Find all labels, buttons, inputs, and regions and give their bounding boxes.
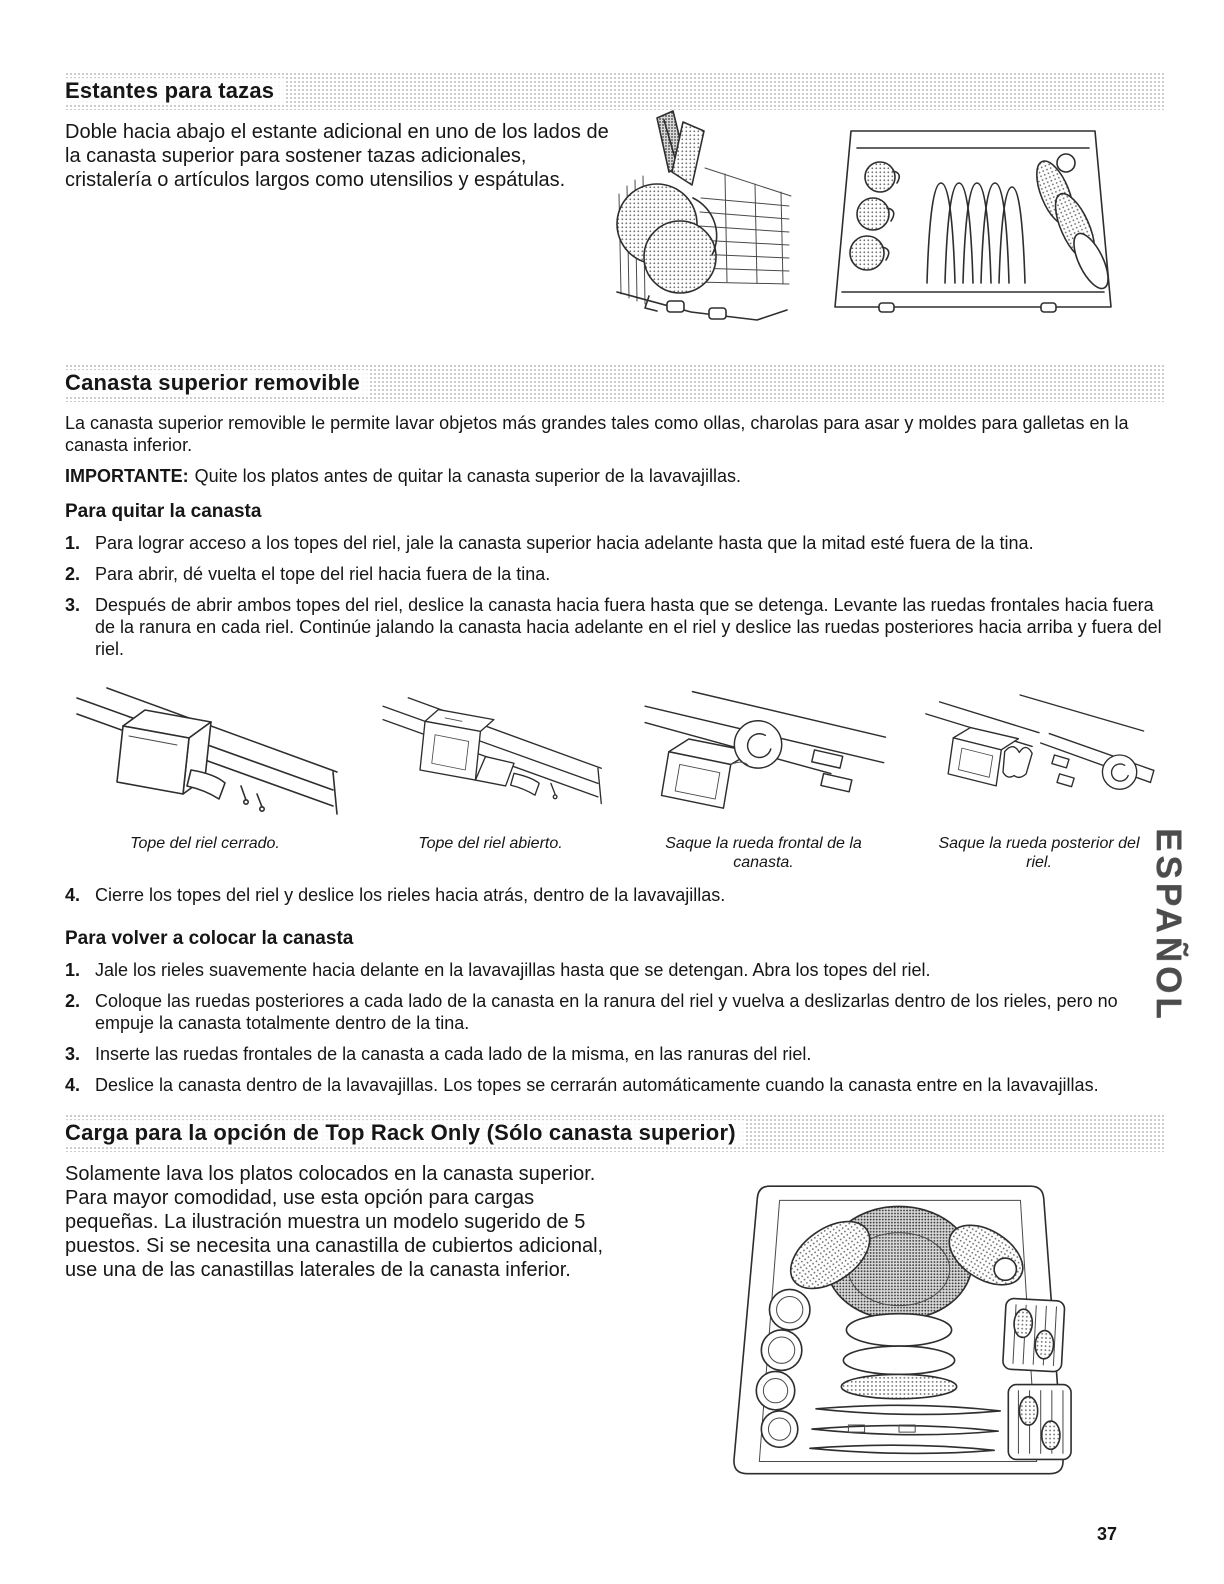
front-wheel-removal-illustration	[636, 674, 891, 824]
important-label: IMPORTANTE:	[65, 466, 189, 486]
section-title-top-rack-only	[65, 1114, 1165, 1152]
section-title-removable-rack	[65, 364, 1165, 402]
section-title-cup-shelf	[65, 72, 1165, 110]
figure-rail-stop-open	[373, 674, 608, 872]
step-number: 3.	[65, 1044, 81, 1064]
subheading-remove-rack: Para quitar la canasta	[65, 501, 262, 522]
step-item	[65, 1074, 1165, 1096]
page-content	[65, 72, 1165, 1522]
figure-caption: Saque la rueda frontal de la canasta.	[665, 835, 862, 871]
figure-rail-stop-closed	[65, 674, 345, 872]
cup-shelf-row	[65, 120, 1165, 364]
subheading-replace-rack: Para volver a colocar la canasta	[65, 928, 354, 949]
figure-rack-side-with-utensils-illustration	[605, 106, 795, 336]
step-number: 1.	[65, 533, 81, 553]
top-rack-only-paragraph: Solamente lava los platos colocados en la canasta superior. Para mayor comodidad, use esta opción para cargas pequeñas. La ilustración muestra un modelo sugerido de 5 puestos. Si se necesita una canastilla de cubiertos adicional, use una de las canastillas laterales de la canasta inferior.	[65, 1163, 604, 1281]
figure-caption: Tope del riel abierto.	[418, 835, 563, 852]
step-text: Cierre los topes del riel y deslice los rieles hacia atrás, dentro de la lavavajillas.	[95, 885, 726, 905]
step-text: Jale los rieles suavemente hacia delante en la lavavajillas hasta que se detengan. Abra los topes del riel.	[95, 960, 931, 980]
remove-final-step	[65, 884, 1165, 906]
step-number: 2.	[65, 991, 81, 1011]
step-number: 1.	[65, 960, 81, 980]
figure-caption: Saque la rueda posterior del riel.	[938, 835, 1140, 871]
rail-figures-row	[65, 674, 1165, 872]
step-number: 3.	[65, 595, 81, 615]
rail-stop-open-illustration	[373, 674, 608, 824]
figure-rear-wheel-removal	[919, 674, 1159, 872]
figure-top-rack-loading-illustration	[695, 1170, 1103, 1504]
step-number: 4.	[65, 885, 81, 905]
step-item	[65, 532, 1165, 554]
step-item	[65, 990, 1165, 1034]
removable-rack-intro: La canasta superior removible le permite lavar objetos más grandes tales como ollas, charolas para asar y moldes para galletas en la canasta inferior.	[65, 413, 1129, 455]
figure-rack-front-loaded-illustration	[823, 114, 1123, 326]
step-number: 4.	[65, 1075, 81, 1095]
rear-wheel-removal-illustration	[919, 674, 1159, 824]
cup-shelf-paragraph: Doble hacia abajo el estante adicional en uno de los lados de la canasta superior para sostener tazas adicionales, cristalería o artículos largos como utensilios y espátulas.	[65, 121, 609, 191]
important-note	[65, 465, 1165, 487]
replace-steps-list	[65, 959, 1165, 1096]
section-title-text: Canasta superior removible	[65, 370, 370, 395]
important-text: Quite los platos antes de quitar la canasta superior de la lavavajillas.	[194, 466, 741, 486]
language-side-label: ESPAÑOL	[1149, 828, 1188, 1023]
step-text: Deslice la canasta dentro de la lavavajillas. Los topes se cerrarán automáticamente cuando la canasta entre en la lavavajillas.	[95, 1075, 1099, 1095]
top-rack-only-row	[65, 1162, 1165, 1522]
step-text: Para abrir, dé vuelta el tope del riel hacia fuera de la tina.	[95, 564, 551, 584]
step-text: Para lograr acceso a los topes del riel, jale la canasta superior hacia adelante hasta que la mitad esté fuera de la tina.	[95, 533, 1034, 553]
step-item	[65, 594, 1165, 660]
step-text: Inserte las ruedas frontales de la canasta a cada lado de la misma, en las ranuras del riel.	[95, 1044, 812, 1064]
step-text: Coloque las ruedas posteriores a cada lado de la canasta en la ranura del riel y vuelva a deslizarlas dentro de los rieles, pero no empuje la canasta totalmente dentro de la tina.	[95, 991, 1118, 1033]
step-item	[65, 563, 1165, 585]
remove-steps-list	[65, 532, 1165, 660]
figure-front-wheel-removal	[636, 674, 891, 872]
step-number: 2.	[65, 564, 81, 584]
step-item	[65, 959, 1165, 981]
step-item	[65, 1043, 1165, 1065]
step-text: Después de abrir ambos topes del riel, deslice la canasta hacia fuera hasta que se detenga. Levante las ruedas frontales hacia fuera de la ranura en cada riel. Continúe jalando la canasta hacia adelante en el riel y deslice las ruedas posteriores hacia arriba y fuera del riel.	[95, 595, 1162, 659]
rail-stop-closed-illustration	[65, 674, 345, 824]
section-title-text: Carga para la opción de Top Rack Only (Sólo canasta superior)	[65, 1120, 746, 1145]
section-title-text: Estantes para tazas	[65, 78, 284, 103]
figure-caption: Tope del riel cerrado.	[130, 835, 280, 852]
page-number: 37	[1097, 1524, 1118, 1544]
